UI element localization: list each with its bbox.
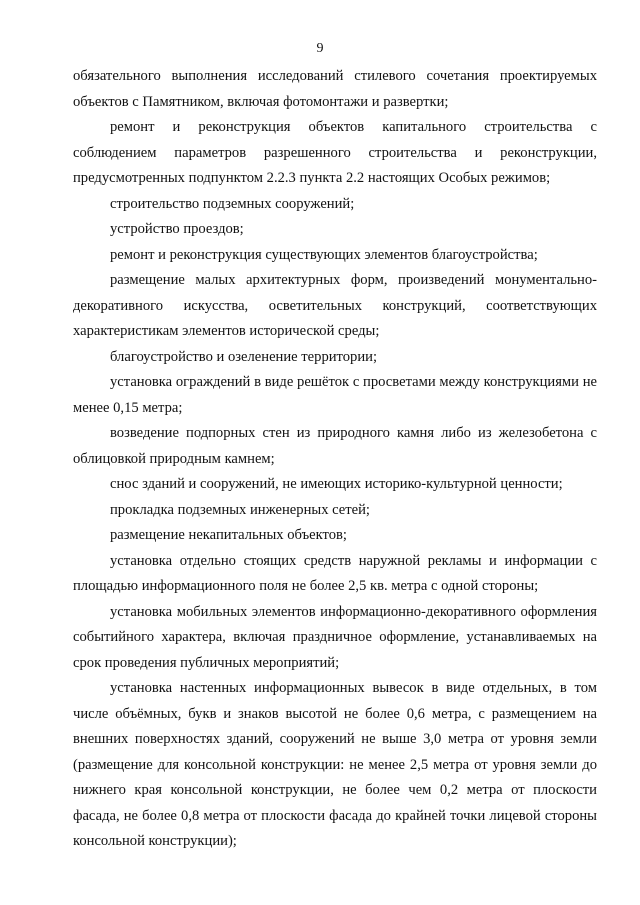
list-item-greening: благоустройство и озеленение территории; <box>110 348 378 365</box>
list-item-landscaping-repair: ремонт и реконструкция существующих элементов благоустройства; <box>110 246 538 263</box>
list-item-non-capital-objects: размещение некапитальных объектов; <box>110 527 347 543</box>
list-item-underground-construction: строительство подземных сооружений; <box>110 195 355 212</box>
list-item-small-architectural-forms: размещение малых архитектурных форм, произведений монументально-декоративного искусства, осветительных конструкций, соответствующих характеристикам элементов исторической среды; <box>73 272 597 339</box>
list-item-capital-repair: ремонт и реконструкция объектов капитального строительства с соблюдением параметров разрешенного строительства и реконструкции, предусмотренных подпунктом 2.2.3 пункта 2.2 настоящих Особых режимов; <box>73 119 597 186</box>
list-item-demolition: снос зданий и сооружений, не имеющих историко-культурной ценности; <box>110 476 563 492</box>
list-item-wall-signs: установка настенных информационных вывесок в виде отдельных, в том числе объёмных, букв и знаков высотой не более 0,6 метра, с размещением на внешних поверхностях зданий, сооружений не выше 3,0 метра от уровня земли (размещение для консольной конструкции: не менее 2,5 метра от уровня земли до нижнего края консольной конструкции, не более чем 0,2 метра от плоскости фасада, не более 0,8 метра от плоскости фасада до крайней точки лицевой стороны консольной конструкции); <box>73 680 597 849</box>
paragraph-continuation: обязательного выполнения исследований стилевого сочетания проектируемых объектов с Памятником, включая фотомонтажи и развертки; <box>73 68 597 110</box>
list-item-fences: установка ограждений в виде решёток с просветами между конструкциями не менее 0,15 метра; <box>73 374 597 416</box>
list-item-retaining-walls: возведение подпорных стен из природного камня либо из железобетона с облицовкой природным камнем; <box>73 425 597 467</box>
page-number: 9 <box>316 41 324 56</box>
list-item-outdoor-advertising: установка отдельно стоящих средств наружной рекламы и информации с площадью информационного поля не более 2,5 кв. метра с одной стороны; <box>73 552 597 594</box>
list-item-driveways: устройство проездов; <box>110 221 244 237</box>
list-item-underground-networks: прокладка подземных инженерных сетей; <box>110 501 370 518</box>
document-body <box>73 64 597 855</box>
list-item-mobile-decorative-elements: установка мобильных элементов информационно-декоративного оформления событийного характера, включая праздничное оформление, устанавливаемых на срок проведения публичных мероприятий; <box>73 603 597 671</box>
